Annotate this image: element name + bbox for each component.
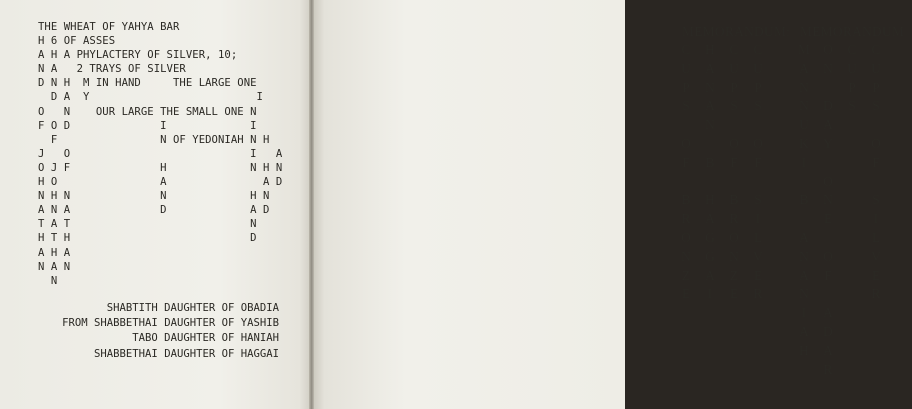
memo-column: O N D A Y O N E O F A D A R xyxy=(823,42,833,377)
book-gutter xyxy=(309,0,314,409)
memo-column: C U P S xyxy=(847,42,857,114)
signature-list xyxy=(62,301,279,362)
memo-column: C U P S O F B R O N Z E xyxy=(681,42,691,302)
signature-line: FROM SHABBETHAI DAUGHTER OF YASHIB xyxy=(62,317,279,330)
signature-line: SHABTITH DAUGHTER OF OBADIA xyxy=(106,302,279,314)
memo-column: H A N A N B H A G G A I xyxy=(705,42,715,302)
memorandum-heading-right: MEMORANDUM xyxy=(800,24,905,39)
memo-column: C U P S O F B R O N Z E xyxy=(729,42,739,302)
right-page xyxy=(312,0,905,409)
ledger-text: THE WHEAT OF YAHYA BAR H 6 OF ASSES A H A PHYLACTERY OF SILVER, 10; N A 2 TRAYS OF SILVER D N H M IN HAND THE LARGE ONE D A Y I O N OUR LARGE THE SMALL ONE N F O D I I F N OF YEDONIAH N H J O I A O J F H N H N H O A A D N H N N H N A N A D A D T A T N H T H D A H A N A N N xyxy=(38,21,283,287)
memo-column: M A N N U K I B A N A N I A H xyxy=(798,42,810,358)
memo-column: C U P S O F S I L V E R xyxy=(753,42,763,302)
signature-line: SHABBETHAI DAUGHTER OF HAGGAI xyxy=(94,347,279,360)
memo-column: C U P S O F S I L V E R xyxy=(871,42,881,302)
memorandum-heading-left: MEMORANDUM: xyxy=(682,24,791,39)
left-page xyxy=(0,0,312,409)
signature-line: TABO DAUGHTER OF HANIAH xyxy=(132,332,279,345)
